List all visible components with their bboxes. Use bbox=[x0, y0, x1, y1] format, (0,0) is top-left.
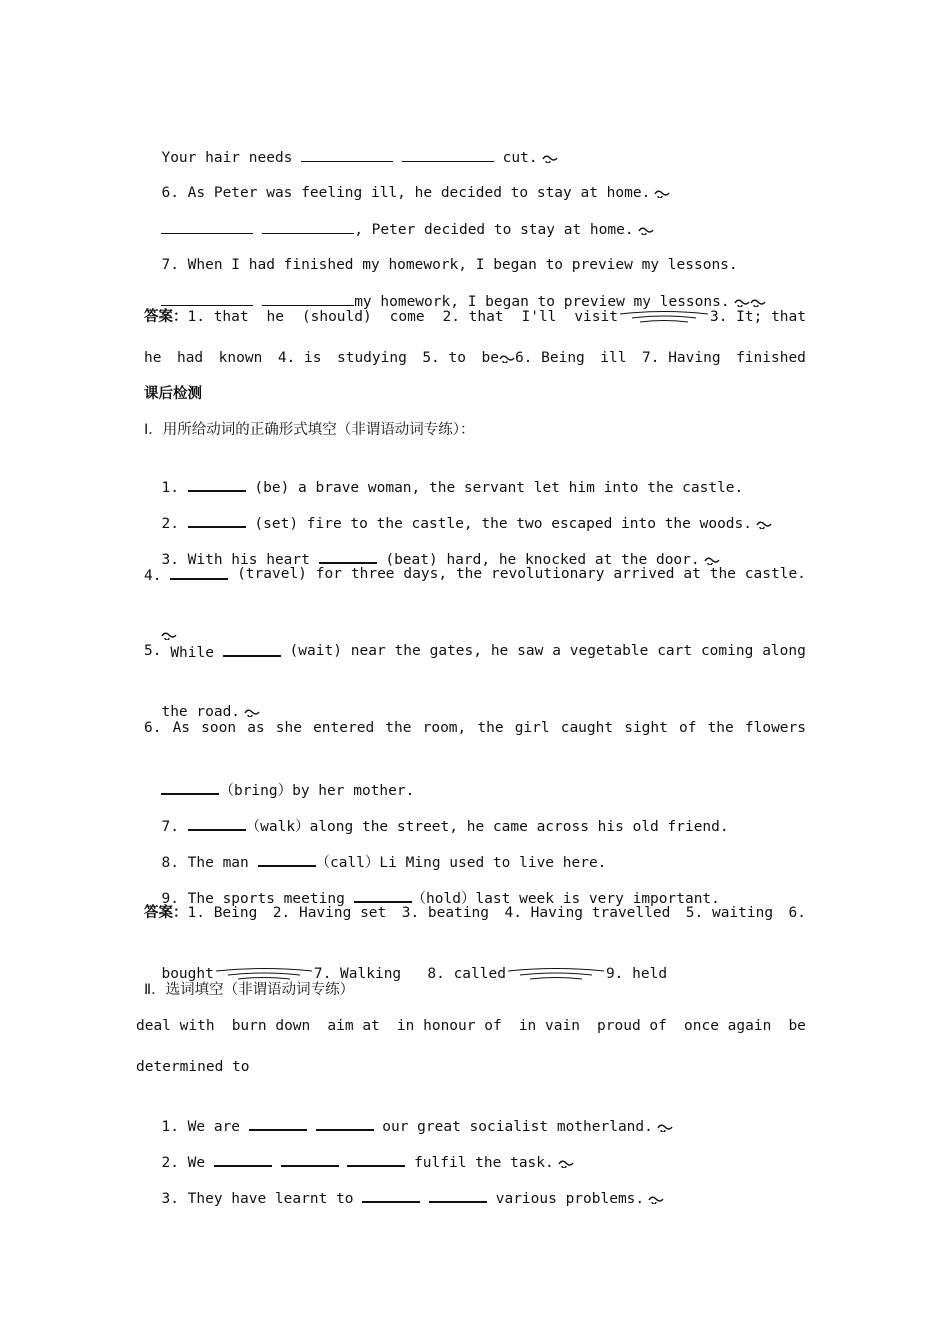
prev-q7-rewrite bbox=[144, 271, 766, 312]
blank[interactable] bbox=[301, 147, 393, 162]
blank[interactable] bbox=[161, 779, 219, 795]
prev-q6-rewrite bbox=[144, 199, 654, 240]
wave-mark-icon bbox=[506, 967, 606, 981]
text: 3. They have learnt to bbox=[161, 1191, 354, 1207]
word-option: in honour of bbox=[396, 1018, 502, 1034]
answer-text: 7. Having bbox=[642, 350, 721, 366]
text: girl bbox=[514, 720, 550, 736]
text: the bbox=[385, 720, 412, 736]
blank[interactable] bbox=[316, 1115, 374, 1131]
answer-text: 1. that bbox=[187, 309, 249, 325]
scribble-icon bbox=[499, 353, 515, 363]
text: arrived bbox=[613, 566, 675, 582]
word-option: aim at bbox=[327, 1018, 380, 1034]
text: of bbox=[678, 720, 697, 736]
text: the bbox=[455, 566, 483, 582]
answer-text: known bbox=[218, 350, 263, 366]
text: 7. bbox=[161, 819, 179, 835]
word-option: once again bbox=[684, 1018, 772, 1034]
blank[interactable] bbox=[214, 1151, 272, 1167]
scribble-icon bbox=[638, 225, 654, 235]
prev-q7 bbox=[144, 235, 738, 275]
blank[interactable] bbox=[262, 291, 354, 306]
text: 5. bbox=[144, 643, 162, 659]
wave-mark-icon bbox=[618, 310, 710, 324]
text: 2. We bbox=[161, 1155, 206, 1171]
blank[interactable] bbox=[161, 219, 253, 234]
blank[interactable] bbox=[161, 291, 253, 306]
text: the road. bbox=[161, 704, 241, 720]
text: fulfil the task. bbox=[414, 1155, 554, 1171]
text: various problems. bbox=[495, 1191, 645, 1207]
word-bank bbox=[136, 1016, 806, 1036]
answer-label: 答案： bbox=[144, 905, 188, 921]
wave-mark-icon bbox=[214, 967, 314, 981]
part1-q5-cont bbox=[144, 682, 260, 722]
text: （bring）by her mother. bbox=[219, 783, 415, 799]
blank[interactable] bbox=[319, 548, 377, 564]
blank[interactable] bbox=[281, 1151, 339, 1167]
word-bank-cont: determined to bbox=[136, 1059, 250, 1075]
text: soon bbox=[201, 720, 237, 736]
answer-text: 3. beating bbox=[401, 905, 490, 921]
word-option: be bbox=[788, 1018, 806, 1034]
answer-text: 3. It; that bbox=[709, 309, 806, 325]
word-option: proud of bbox=[597, 1018, 667, 1034]
text: as bbox=[247, 720, 265, 736]
answer-text: he bbox=[266, 309, 284, 325]
answer-text: studying bbox=[336, 350, 407, 366]
text: 1. bbox=[161, 480, 179, 496]
text: flowers bbox=[744, 720, 806, 736]
text: the bbox=[394, 643, 421, 659]
text: she bbox=[275, 720, 302, 736]
word-option: in vain bbox=[518, 1018, 580, 1034]
blank[interactable] bbox=[249, 1115, 307, 1131]
scribble-icon bbox=[244, 707, 260, 717]
answer-text: finished bbox=[736, 350, 806, 366]
text: As bbox=[172, 720, 191, 736]
text: (set) fire to the castle, the two escaped into the woods. bbox=[254, 516, 753, 532]
part1-heading: Ⅰ．用所给动词的正确形式填空（非谓语动词专练）： bbox=[144, 422, 475, 438]
text: entered bbox=[313, 720, 375, 736]
text: , Peter decided to stay at home. bbox=[354, 222, 634, 238]
text: 6. As Peter was feeling ill, he decided to stay at home. bbox=[161, 185, 651, 201]
text: our great socialist motherland. bbox=[382, 1119, 653, 1135]
text: along bbox=[762, 643, 806, 659]
part1-q5 bbox=[144, 641, 806, 663]
text: 1. We are bbox=[161, 1119, 241, 1135]
text: gates, bbox=[429, 643, 482, 659]
blank[interactable] bbox=[262, 219, 354, 234]
blank[interactable] bbox=[354, 887, 412, 903]
blank[interactable] bbox=[429, 1187, 487, 1203]
part1-q4 bbox=[144, 564, 806, 586]
text: he bbox=[490, 643, 509, 659]
text: cut. bbox=[502, 150, 538, 166]
answer-text: 4. Having travelled bbox=[504, 905, 671, 921]
answer-label: 答案： bbox=[144, 309, 188, 325]
scribble-icon bbox=[654, 188, 670, 198]
blank[interactable] bbox=[347, 1151, 405, 1167]
text: the bbox=[709, 566, 736, 582]
text: coming bbox=[700, 643, 754, 659]
answer-text: 6. bbox=[788, 905, 806, 921]
text: cart bbox=[657, 643, 693, 659]
answer-text: he bbox=[144, 350, 162, 366]
scribble-icon bbox=[161, 630, 177, 640]
text: the bbox=[477, 720, 504, 736]
text: near bbox=[350, 643, 386, 659]
part1-answer-line-2 bbox=[144, 944, 667, 984]
text: Your hair needs bbox=[161, 150, 293, 166]
blank[interactable] bbox=[223, 641, 281, 657]
answer-text: 9. held bbox=[605, 966, 668, 982]
text: days, bbox=[403, 566, 448, 582]
text: three bbox=[350, 566, 395, 582]
blank[interactable] bbox=[258, 851, 316, 867]
text: caught bbox=[560, 720, 614, 736]
text: 3. With his heart bbox=[161, 552, 310, 568]
blank[interactable] bbox=[170, 564, 228, 580]
text: 7. When I had finished my homework, I began to preview my lessons. bbox=[161, 257, 738, 273]
text: revolutionary bbox=[491, 566, 605, 582]
text: (wait) bbox=[289, 643, 342, 659]
answer-text: be bbox=[481, 350, 499, 366]
scribble-icon bbox=[657, 1122, 673, 1132]
answer-text: I'll bbox=[521, 309, 557, 325]
text: sight bbox=[624, 720, 668, 736]
scribble-icon bbox=[542, 153, 558, 163]
text: (travel) bbox=[237, 566, 307, 582]
part1-q4-mark bbox=[144, 605, 177, 645]
word-option: deal with bbox=[136, 1018, 215, 1034]
text: (be) a brave woman, the servant let him into the castle. bbox=[254, 480, 744, 496]
part1-q6 bbox=[144, 718, 806, 738]
scribble-icon bbox=[750, 297, 766, 307]
text: saw bbox=[517, 643, 544, 659]
text: （hold）last week is very important. bbox=[411, 891, 720, 907]
part2-heading: Ⅱ．选词填空（非谓语动词专练） bbox=[144, 982, 355, 998]
answer-text: 2. that bbox=[442, 309, 504, 325]
scribble-icon bbox=[756, 519, 772, 529]
text: the bbox=[707, 720, 734, 736]
text: at bbox=[683, 566, 701, 582]
answer-text: ill bbox=[600, 350, 627, 366]
text: room, bbox=[422, 720, 467, 736]
text: （call）Li Ming used to live here. bbox=[315, 855, 607, 871]
text: my homework, I began to preview my lessons. bbox=[354, 294, 730, 310]
text: While bbox=[170, 645, 214, 661]
answer-text: bought bbox=[161, 966, 214, 982]
answer-text: 2. Having set bbox=[272, 905, 387, 921]
answer-text: 5. to bbox=[422, 350, 466, 366]
text: (beat) hard, he knocked at the door. bbox=[385, 552, 700, 568]
word-option: burn down bbox=[231, 1018, 311, 1034]
prev-answer-line-2 bbox=[144, 348, 806, 368]
text: for bbox=[315, 566, 342, 582]
scribble-icon bbox=[648, 1194, 664, 1204]
answer-text: 4. is bbox=[277, 350, 322, 366]
blank[interactable] bbox=[402, 147, 494, 162]
prev-answer-line-1 bbox=[144, 307, 806, 327]
answer-text: had bbox=[176, 350, 204, 366]
answer-text: visit bbox=[574, 309, 618, 325]
text: 4. bbox=[144, 568, 162, 584]
part1-answer-line-1 bbox=[144, 903, 806, 923]
text: vegetable bbox=[569, 643, 649, 659]
text: （walk）along the street, he came across his old friend. bbox=[245, 819, 729, 835]
blank[interactable] bbox=[362, 1187, 420, 1203]
prev-line-1 bbox=[144, 127, 558, 168]
answer-text: 5. waiting bbox=[685, 905, 774, 921]
text: a bbox=[552, 643, 561, 659]
answer-text: (should) bbox=[301, 309, 372, 325]
text: 8. The man bbox=[161, 855, 249, 871]
text: 6. bbox=[144, 720, 162, 736]
part2-q3 bbox=[144, 1167, 664, 1209]
section-title: 课后检测 bbox=[144, 386, 202, 402]
text: 9. The sports meeting bbox=[161, 891, 345, 907]
answer-text: 6. Being bbox=[514, 350, 585, 366]
text: 2. bbox=[161, 516, 179, 532]
prev-q6 bbox=[144, 163, 670, 203]
blank[interactable] bbox=[188, 815, 246, 831]
answer-text: 1. Being bbox=[187, 905, 258, 921]
scribble-icon bbox=[734, 297, 750, 307]
answer-text: come bbox=[389, 309, 425, 325]
answer-text: 7. Walking bbox=[313, 966, 402, 982]
blank[interactable] bbox=[188, 476, 246, 492]
answer-text: 8. called bbox=[427, 966, 506, 982]
blank[interactable] bbox=[188, 512, 246, 528]
text: castle. bbox=[744, 566, 806, 582]
